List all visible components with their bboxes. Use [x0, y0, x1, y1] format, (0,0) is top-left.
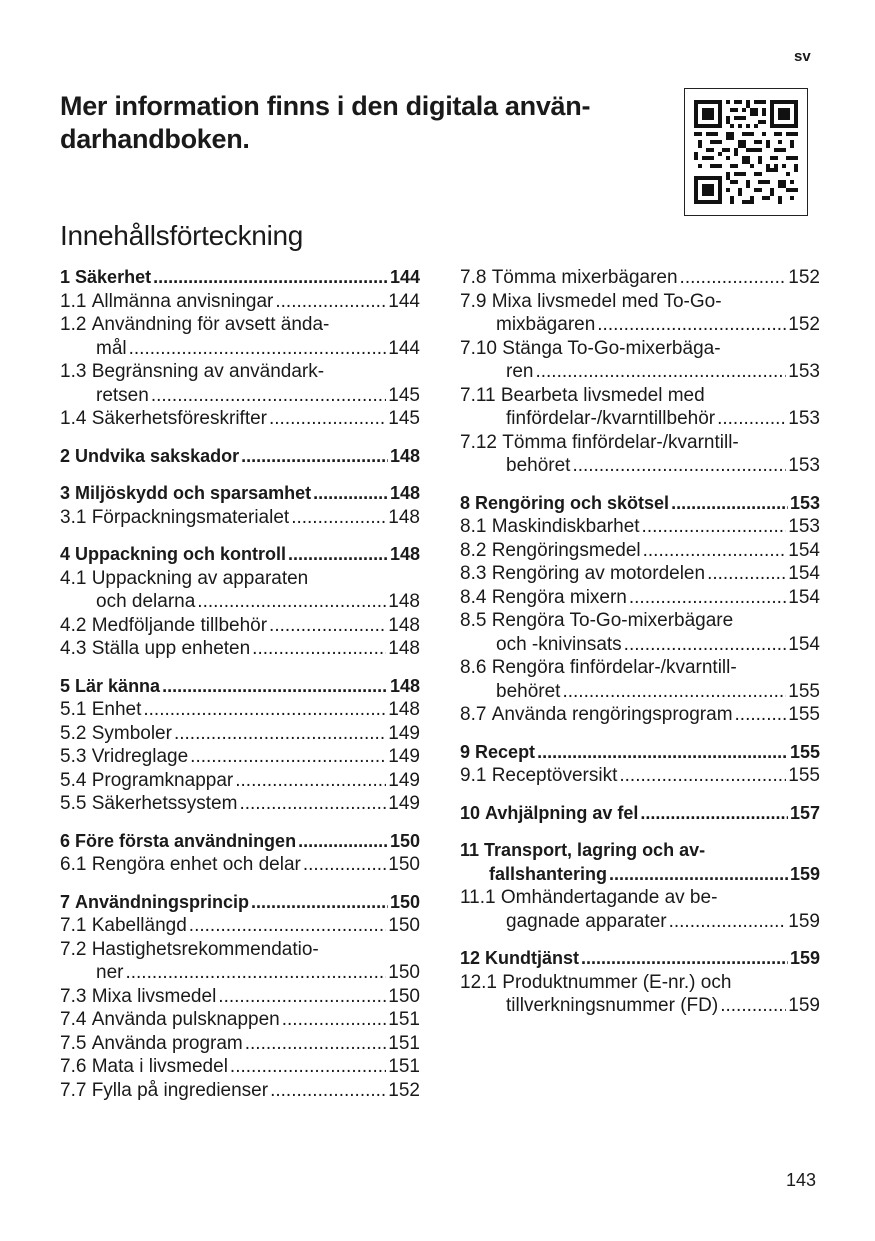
toc-entry-page: 151	[388, 1009, 420, 1030]
dot-leader	[151, 384, 386, 408]
toc-entry-continuation[interactable]	[60, 590, 420, 614]
toc-entry-continuation[interactable]	[60, 961, 420, 985]
toc-entry-label: Maskindiskbarhet	[491, 516, 640, 537]
toc-entry-page: 150	[389, 891, 420, 912]
toc-entry[interactable]	[60, 938, 420, 962]
toc-entry[interactable]	[60, 1008, 420, 1032]
dot-leader	[572, 454, 786, 478]
toc-entry-label: Receptöversikt	[491, 765, 618, 786]
toc-entry-page: 148	[389, 483, 420, 503]
toc-entry-label: Använda program	[91, 1032, 243, 1054]
toc-entry[interactable]	[460, 492, 820, 516]
toc-entry[interactable]	[460, 971, 820, 995]
toc-entry-number: 5.4	[60, 769, 87, 791]
toc-entry-label: Användningsprincip	[75, 891, 250, 912]
toc-entry-page: 154	[788, 539, 820, 561]
toc-entry-continuation[interactable]	[460, 633, 820, 657]
toc-entry[interactable]	[460, 337, 820, 361]
dot-leader	[288, 543, 388, 567]
toc-entry-number: 8.3	[460, 563, 487, 584]
toc-entry-number: 4	[60, 544, 71, 564]
toc-entry-number: 7.8	[460, 267, 487, 288]
toc-entry-page: 152	[388, 1079, 420, 1101]
toc-entry-label: behöret	[506, 455, 571, 476]
dot-leader	[129, 337, 387, 361]
toc-entry-number: 4.3	[60, 638, 87, 659]
toc-entry-number: 7.7	[60, 1079, 87, 1101]
toc-entry-page: 154	[788, 586, 820, 608]
toc-entry-page: 148	[389, 445, 420, 466]
toc-entry-number: 7.4	[60, 1009, 87, 1030]
toc-entry-page: 148	[388, 638, 420, 659]
qr-code-graphic	[694, 100, 798, 204]
toc-entry[interactable]	[60, 722, 420, 746]
toc-entry-label: Enhet	[91, 699, 142, 720]
dot-leader	[275, 290, 386, 314]
toc-entry[interactable]	[60, 985, 420, 1009]
toc-entry-number: 5.1	[60, 699, 87, 720]
toc-entry-label: Avhjälpning av fel	[485, 802, 639, 823]
toc-entry-page: 153	[788, 408, 820, 429]
dot-leader	[562, 680, 786, 704]
toc-entry-label: och delarna	[96, 591, 196, 612]
toc-entry-label: Uppackning och kontroll	[75, 544, 287, 564]
toc-entry-page: 154	[788, 563, 820, 584]
toc-entry[interactable]	[60, 1079, 420, 1103]
toc-section-3	[60, 482, 420, 529]
toc-entry-label: fallshantering	[489, 863, 608, 884]
toc-entry[interactable]	[460, 947, 820, 971]
dot-leader	[537, 741, 788, 765]
toc-entry[interactable]	[60, 675, 420, 699]
dot-leader	[680, 266, 787, 290]
toc-entry-label: ren	[506, 361, 534, 382]
toc-entry-label: ner	[96, 962, 124, 983]
toc-entry-number: 3.1	[60, 506, 87, 528]
toc-entry-page: 144	[388, 290, 420, 312]
toc-entry-label: Medföljande tillbehör	[91, 614, 268, 636]
dot-leader	[298, 830, 388, 854]
toc-entry-page: 150	[388, 915, 420, 936]
toc-entry-page: 149	[388, 769, 420, 791]
toc-entry-number: 12	[460, 948, 481, 968]
page-number: 143	[786, 1170, 817, 1190]
toc-entry[interactable]	[60, 360, 420, 384]
dot-leader	[197, 590, 386, 614]
dot-leader	[303, 853, 386, 877]
dot-leader	[640, 802, 788, 826]
toc-entry[interactable]	[460, 609, 820, 633]
toc-entry-number: 3	[60, 483, 71, 503]
toc-entry-label: Stänga To-Go-mixerbäga-	[502, 337, 721, 359]
toc-entry-label: Mixa livsmedel med To-Go-	[491, 290, 722, 312]
toc-entry[interactable]	[60, 482, 420, 506]
toc-entry-page: 155	[788, 680, 820, 702]
qr-code-icon[interactable]	[684, 88, 808, 216]
toc-section-7-continued	[460, 266, 820, 478]
toc-entry-number: 5.5	[60, 793, 87, 814]
toc-entry-page: 153	[788, 516, 820, 537]
toc-entry-label: Rengöring av motordelen	[491, 563, 706, 584]
toc-entry-label: Produktnummer (E-nr.) och	[502, 971, 732, 993]
dot-leader	[174, 722, 386, 746]
toc-entry-page: 145	[388, 384, 420, 406]
dot-leader	[270, 1079, 386, 1103]
dot-leader	[535, 360, 786, 384]
toc-entry[interactable]	[460, 384, 820, 408]
toc-entry-page: 148	[388, 699, 420, 720]
dot-leader	[735, 703, 787, 727]
dot-leader	[239, 792, 386, 816]
toc-entry-label: Allmänna anvisningar	[91, 290, 274, 312]
toc-entry-number: 7.3	[60, 985, 87, 1007]
toc-entry-page: 149	[388, 746, 420, 767]
toc-entry[interactable]	[60, 290, 420, 314]
toc-entry-number: 8.5	[460, 610, 487, 631]
toc-entry-number: 7.1	[60, 915, 87, 936]
toc-entry-number: 8.4	[460, 586, 487, 608]
toc-entry-label: Före första användningen	[75, 830, 297, 851]
toc-title: Innehållsförteckning	[60, 220, 304, 251]
toc-entry[interactable]	[60, 914, 420, 938]
dot-leader	[251, 891, 388, 915]
toc-entry-number: 7.5	[60, 1032, 87, 1054]
toc-entry[interactable]	[60, 830, 420, 854]
toc-entry-page: 153	[788, 361, 820, 382]
toc-entry-label: Rengöra finfördelar-/kvarntill-	[491, 657, 737, 678]
toc-entry-number: 2	[60, 445, 71, 466]
toc-entry-label: Omhändertagande av be-	[500, 887, 718, 908]
toc-entry-number: 5.2	[60, 722, 87, 744]
toc-entry-page: 153	[789, 492, 820, 513]
toc-entry-number: 1.4	[60, 408, 87, 429]
toc-entry-label: Säkerhetsföreskrifter	[91, 408, 267, 429]
toc-entry-number: 1.3	[60, 361, 87, 382]
toc-entry-label: mixbägaren	[496, 314, 596, 335]
toc-entry-number: 1	[60, 267, 71, 287]
toc-column-left	[60, 266, 420, 1116]
toc-entry-page: 159	[789, 863, 820, 884]
toc-entry-label: Transport, lagring och av-	[484, 840, 706, 860]
toc-entry-continuation[interactable]	[460, 407, 820, 431]
dot-leader	[252, 637, 386, 661]
toc-entry[interactable]	[460, 539, 820, 563]
toc-entry-label: Programknappar	[91, 769, 234, 791]
toc-entry-label: mål	[96, 337, 127, 359]
toc-entry-page: 148	[388, 614, 420, 636]
toc-entry-label: Fylla på ingredienser	[91, 1079, 269, 1101]
heading-line-2: darhandboken.	[60, 124, 250, 154]
toc-entry-label: Användning för avsett ända-	[91, 314, 330, 335]
dot-leader	[245, 1032, 387, 1056]
toc-entry-number: 8.1	[460, 516, 487, 537]
toc-entry-label: Recept	[475, 741, 536, 762]
toc-entry-page: 150	[388, 985, 420, 1007]
toc-entry-label: tillverkningsnummer (FD)	[506, 995, 719, 1016]
toc-entry-page: 154	[788, 633, 820, 655]
toc-entry-page: 153	[788, 455, 820, 476]
dot-leader	[218, 985, 386, 1009]
toc-entry-page: 145	[388, 408, 420, 429]
toc-entry-number: 7.6	[60, 1056, 87, 1077]
toc-entry-number: 1.2	[60, 314, 87, 335]
toc-entry-number: 7	[60, 891, 71, 912]
toc-entry[interactable]	[460, 515, 820, 539]
toc-entry[interactable]	[60, 266, 420, 290]
toc-entry-number: 11.1	[460, 887, 496, 908]
toc-entry-label: Undvika sakskador	[75, 445, 240, 466]
toc-entry-label: Tömma finfördelar-/kvarntill-	[502, 431, 739, 453]
toc-entry-label: Symboler	[91, 722, 172, 744]
toc-entry-continuation[interactable]	[460, 994, 820, 1018]
toc-entry-label: och -knivinsats	[496, 633, 622, 655]
toc-entry-continuation[interactable]	[460, 863, 820, 887]
toc-entry[interactable]	[60, 745, 420, 769]
toc-entry-label: Miljöskydd och sparsamhet	[75, 483, 312, 503]
toc-entry-page: 155	[789, 741, 820, 762]
toc-entry[interactable]	[460, 703, 820, 727]
toc-entry-continuation[interactable]	[460, 454, 820, 478]
dot-leader	[597, 313, 786, 337]
toc-entry-label: Ställa upp enheten	[91, 638, 251, 659]
toc-entry[interactable]	[60, 313, 420, 337]
toc-entry-label: Mata i livsmedel	[91, 1056, 228, 1077]
toc-entry-page: 155	[788, 704, 820, 725]
toc-entry-label: Begränsning av användark-	[91, 361, 325, 382]
toc-entry[interactable]	[60, 1032, 420, 1056]
toc-entry-number: 4.1	[60, 567, 87, 589]
dot-leader	[624, 633, 787, 657]
toc-entry-number: 9.1	[460, 765, 487, 786]
toc-column-right	[460, 266, 820, 1032]
toc-entry[interactable]	[60, 614, 420, 638]
toc-entry-number: 7.11	[460, 384, 496, 406]
dot-leader	[189, 914, 387, 938]
toc-entry-page: 159	[789, 948, 820, 968]
toc-entry-label: Kundtjänst	[485, 948, 580, 968]
dot-leader	[162, 675, 388, 699]
toc-entry-label: finfördelar-/kvarntillbehör	[506, 408, 716, 429]
toc-entry[interactable]	[460, 802, 820, 826]
toc-entry[interactable]	[460, 290, 820, 314]
toc-entry-number: 8	[460, 492, 471, 513]
toc-entry-label: Kabellängd	[91, 915, 187, 936]
toc-entry-number: 1.1	[60, 290, 87, 312]
toc-entry-label: Vridreglage	[91, 746, 189, 767]
dot-leader	[153, 266, 388, 290]
toc-entry-page: 144	[388, 337, 420, 359]
toc-entry-page: 151	[388, 1056, 420, 1077]
toc-entry-number: 8.7	[460, 704, 487, 725]
toc-entry-number: 8.2	[460, 539, 487, 561]
dot-leader	[241, 445, 388, 469]
dot-leader	[707, 562, 786, 586]
toc-entry[interactable]	[460, 656, 820, 680]
toc-entry-number: 6	[60, 830, 71, 851]
toc-section-11	[460, 839, 820, 933]
dot-leader	[642, 515, 787, 539]
toc-entry-label: retsen	[96, 384, 149, 406]
toc-entry-continuation[interactable]	[460, 680, 820, 704]
toc-entry-continuation[interactable]	[460, 910, 820, 934]
toc-entry-continuation[interactable]	[460, 313, 820, 337]
toc-section-1	[60, 266, 420, 431]
dot-leader	[313, 482, 388, 506]
toc-entry-number: 7.9	[460, 290, 487, 312]
toc-entry-label: Förpackningsmaterialet	[91, 506, 290, 528]
toc-entry[interactable]	[460, 839, 820, 863]
toc-entry[interactable]	[60, 769, 420, 793]
toc-entry-label: Uppackning av apparaten	[91, 567, 309, 589]
toc-entry-label: Bearbeta livsmedel med	[500, 384, 705, 406]
toc-entry-label: Lär känna	[75, 675, 161, 696]
toc-entry[interactable]	[60, 637, 420, 661]
toc-entry[interactable]	[460, 764, 820, 788]
toc-entry[interactable]	[60, 792, 420, 816]
toc-entry-label: Använda pulsknappen	[91, 1009, 280, 1030]
toc-section-6	[60, 830, 420, 877]
dot-leader	[235, 769, 386, 793]
dot-leader	[190, 745, 386, 769]
toc-entry[interactable]	[60, 698, 420, 722]
dot-leader	[720, 994, 786, 1018]
toc-entry-page: 152	[788, 314, 820, 335]
dot-leader	[671, 492, 788, 516]
toc-section-7	[60, 891, 420, 1103]
toc-entry-label: Tömma mixerbägaren	[491, 267, 678, 288]
toc-entry[interactable]	[460, 562, 820, 586]
toc-entry-page: 149	[388, 793, 420, 814]
toc-entry-number: 8.6	[460, 657, 487, 678]
toc-entry[interactable]	[460, 431, 820, 455]
toc-entry[interactable]	[60, 891, 420, 915]
toc-entry-number: 5	[60, 675, 71, 696]
toc-entry-page: 144	[389, 267, 420, 287]
dot-leader	[143, 698, 386, 722]
toc-entry[interactable]	[60, 506, 420, 530]
toc-entry-number: 7.12	[460, 431, 497, 453]
toc-entry-number: 9	[460, 741, 471, 762]
dot-leader	[619, 764, 786, 788]
toc-entry-continuation[interactable]	[460, 360, 820, 384]
toc-entry-label: Hastighetsrekommendatio-	[91, 938, 319, 960]
toc-entry-number: 12.1	[460, 971, 497, 993]
toc-entry-page: 148	[388, 591, 420, 612]
toc-entry-label: behöret	[496, 680, 561, 702]
toc-entry-label: Säkerhetssystem	[91, 793, 238, 814]
toc-entry-continuation[interactable]	[60, 384, 420, 408]
toc-entry-page: 150	[388, 854, 420, 875]
toc-entry-number: 7.10	[460, 337, 497, 359]
toc-section-12	[460, 947, 820, 1018]
toc-entry-page: 152	[788, 267, 820, 288]
toc-entry-label: Säkerhet	[75, 267, 152, 287]
heading-line-1: Mer information finns i den digitala använ-	[60, 91, 591, 121]
toc-entry-label: Använda rengöringsprogram	[491, 704, 733, 725]
toc-entry-number: 6.1	[60, 854, 87, 875]
toc-entry-label: Rengöra enhet och delar	[91, 854, 301, 875]
toc-entry-number: 11	[460, 840, 480, 860]
dot-leader	[282, 1008, 387, 1032]
toc-entry-continuation[interactable]	[60, 337, 420, 361]
toc-entry-number: 10	[460, 802, 481, 823]
toc-entry-label: Rengöra To-Go-mixerbägare	[491, 610, 734, 631]
toc-entry-page: 159	[788, 910, 820, 932]
dot-leader	[125, 961, 386, 985]
toc-entry-page: 148	[389, 675, 420, 696]
toc-entry[interactable]	[60, 543, 420, 567]
dot-leader	[717, 407, 786, 431]
toc-section-2	[60, 445, 420, 469]
dot-leader	[230, 1055, 386, 1079]
dot-leader	[269, 407, 386, 431]
toc-entry-page: 159	[788, 995, 820, 1016]
toc-entry-page: 150	[388, 962, 420, 983]
toc-entry-label: Mixa livsmedel	[91, 985, 217, 1007]
toc-section-9	[460, 741, 820, 788]
page-heading	[60, 90, 660, 156]
toc-entry-page: 149	[388, 722, 420, 744]
dot-leader	[643, 539, 787, 563]
dot-leader	[269, 614, 386, 638]
toc-entry[interactable]	[460, 741, 820, 765]
toc-entry-page: 148	[389, 544, 420, 564]
toc-entry-number: 7.2	[60, 938, 87, 960]
toc-entry-page: 148	[388, 506, 420, 528]
toc-section-10	[460, 802, 820, 826]
toc-entry-label: gagnade apparater	[506, 910, 667, 932]
toc-entry[interactable]	[60, 567, 420, 591]
dot-leader	[291, 506, 386, 530]
toc-entry-page: 150	[389, 830, 420, 851]
dot-leader	[629, 586, 786, 610]
toc-section-5	[60, 675, 420, 816]
toc-entry[interactable]	[60, 445, 420, 469]
dot-leader	[581, 947, 788, 971]
dot-leader	[669, 910, 787, 934]
toc-entry-page: 151	[388, 1032, 420, 1054]
toc-entry-label: Rengöringsmedel	[491, 539, 641, 561]
dot-leader	[609, 863, 788, 887]
language-code: sv	[794, 48, 811, 65]
toc-entry[interactable]	[60, 1055, 420, 1079]
toc-entry-page: 155	[788, 765, 820, 786]
toc-entry[interactable]	[60, 407, 420, 431]
toc-section-8	[460, 492, 820, 727]
toc-entry-number: 5.3	[60, 746, 87, 767]
toc-entry-label: Rengöra mixern	[491, 586, 627, 608]
toc-entry[interactable]	[460, 586, 820, 610]
toc-entry-number: 4.2	[60, 614, 87, 636]
toc-entry[interactable]	[460, 266, 820, 290]
toc-entry-page: 157	[789, 802, 820, 823]
toc-entry[interactable]	[60, 853, 420, 877]
toc-entry-label: Rengöring och skötsel	[475, 492, 670, 513]
toc-section-4	[60, 543, 420, 661]
toc-entry[interactable]	[460, 886, 820, 910]
